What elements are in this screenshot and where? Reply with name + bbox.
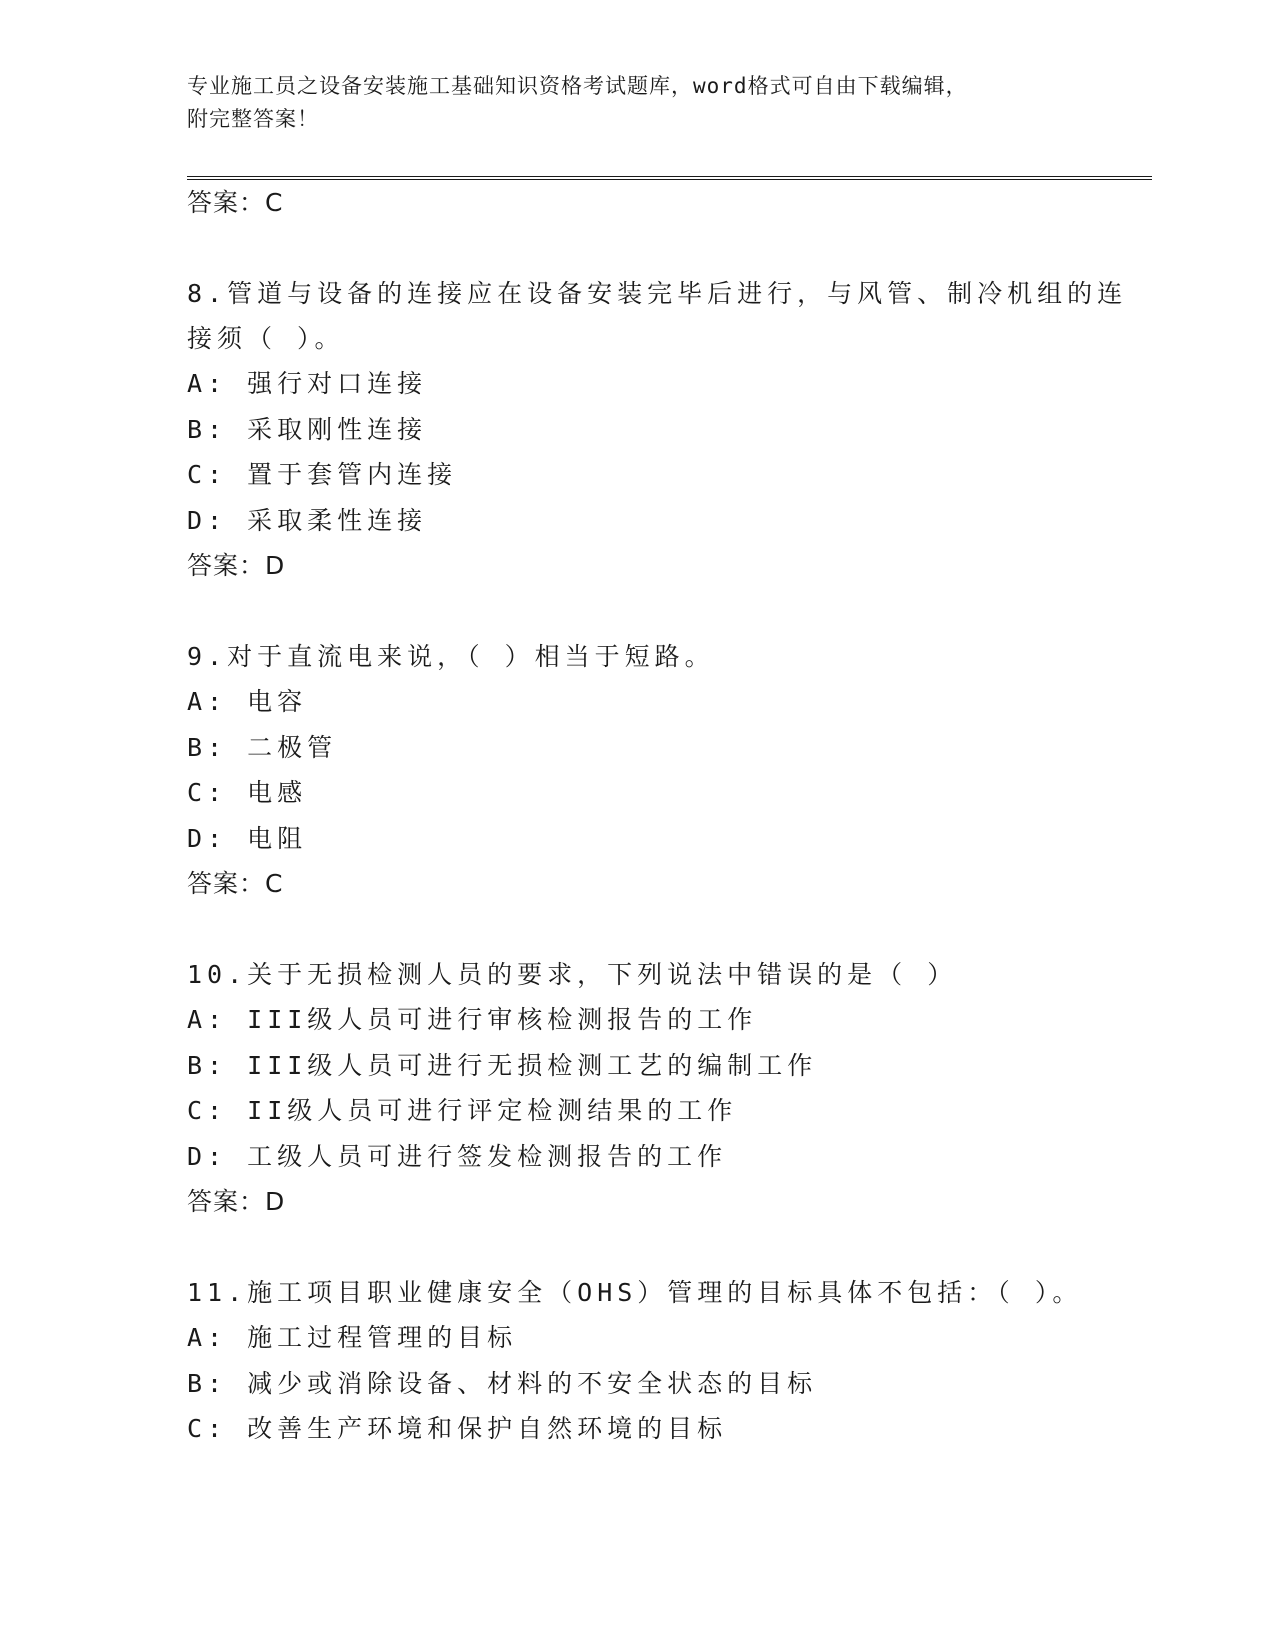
option-b: B: 采取刚性连接	[187, 414, 428, 444]
option-d: D: 电阻	[187, 823, 308, 853]
option-d: D: 采取柔性连接	[187, 505, 428, 535]
question-9	[187, 634, 1152, 906]
option-c: C: 置于套管内连接	[187, 460, 458, 489]
option-c: C: 电感	[187, 778, 308, 807]
option-b: B: III级人员可进行无损检测工艺的编制工作	[187, 1050, 818, 1080]
question-stem: 9.对于直流电来说，（ ）相当于短路。	[187, 642, 715, 671]
option-a: A: 电容	[187, 687, 308, 716]
option-b: B: 减少或消除设备、材料的不安全状态的目标	[187, 1368, 818, 1398]
option-d: D: 工级人员可进行签发检测报告的工作	[187, 1141, 728, 1171]
option-c: C: II级人员可进行评定检测结果的工作	[187, 1096, 738, 1125]
answer-q9: 答案：C	[187, 869, 284, 898]
option-b: B: 二极管	[187, 732, 338, 762]
question-10	[187, 952, 1152, 1224]
question-11	[187, 1270, 1152, 1452]
option-a: A: III级人员可进行审核检测报告的工作	[187, 1005, 758, 1034]
question-stem: 10.关于无损检测人员的要求，下列说法中错误的是（ ）	[187, 960, 958, 989]
option-a: A: 施工过程管理的目标	[187, 1323, 518, 1352]
option-a: A: 强行对口连接	[187, 369, 428, 398]
option-c: C: 改善生产环境和保护自然环境的目标	[187, 1414, 728, 1443]
answer-q7: 答案：C	[187, 188, 284, 217]
question-stem: 11.施工项目职业健康安全（OHS）管理的目标具体不包括：（ ）。	[187, 1278, 1083, 1307]
document-page	[187, 70, 1152, 1452]
answer-q8: 答案：D	[187, 551, 286, 580]
document-header: 专业施工员之设备安装施工基础知识资格考试题库，word格式可自由下载编辑， 附完整答案！	[187, 74, 968, 131]
question-stem: 8.管道与设备的连接应在设备安装完毕后进行，与风管、制冷机组的连接须（ ）。	[187, 279, 1128, 353]
question-8	[187, 271, 1152, 588]
answer-q10: 答案：D	[187, 1187, 286, 1216]
